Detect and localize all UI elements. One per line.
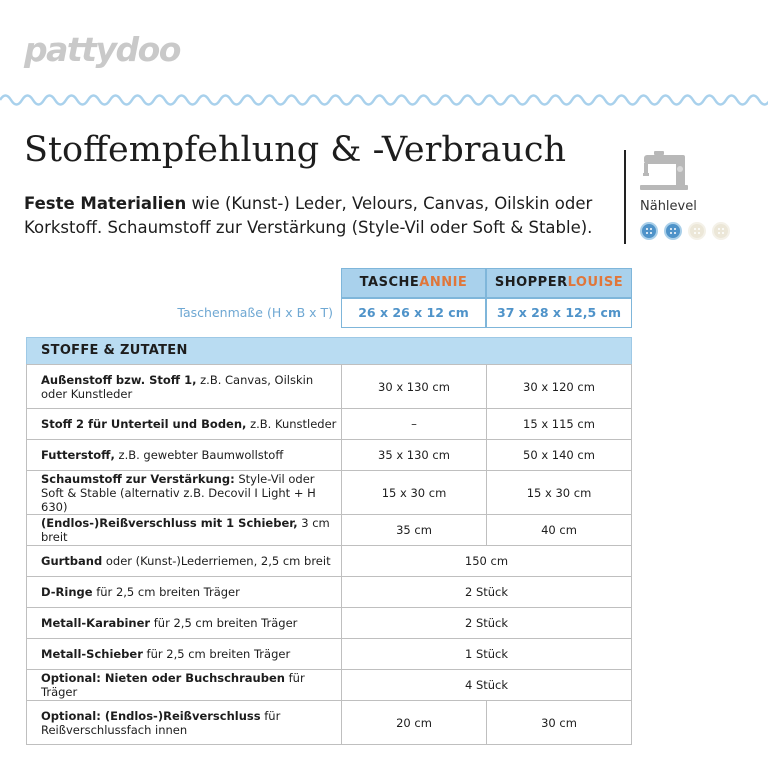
- table-cell-value: 30 x 130 cm: [341, 364, 487, 409]
- table-row-label: [26, 638, 342, 670]
- sewing-machine-icon: [638, 147, 690, 193]
- label-text: Reißverschlussfach innen: [41, 722, 188, 737]
- table-cell-value: 15 x 115 cm: [486, 408, 632, 440]
- label-text: für 2,5 cm breiten Träger: [150, 616, 298, 630]
- table-cell-value: 150 cm: [341, 545, 632, 577]
- label-text: 3 cm breit: [41, 516, 330, 544]
- label-bold: Stoff 2 für Unterteil und Boden,: [41, 417, 247, 431]
- header-model-name: LOUISE: [567, 275, 624, 290]
- label-text: für 2,5 cm breiten Träger: [142, 647, 291, 661]
- label-text: z.B. Kunstleder: [246, 417, 337, 431]
- row-label-text: [41, 616, 297, 630]
- table-cell-value: 30 x 120 cm: [486, 364, 632, 409]
- section-header: STOFFE & ZUTATEN: [26, 337, 632, 365]
- table-cell-value: 15 x 30 cm: [341, 470, 487, 515]
- table-row-label: [26, 514, 342, 546]
- table-cell-value: 2 Stück: [341, 607, 632, 639]
- row-label-text: [41, 373, 313, 401]
- header-model-name: ANNIE: [419, 275, 468, 290]
- table-row-label: [26, 470, 342, 515]
- level-label: Nählevel: [640, 199, 697, 214]
- row-label-text: [41, 671, 341, 699]
- level-button-icon: [688, 222, 706, 240]
- label-bold: Gurtband: [41, 554, 103, 568]
- label-bold: (Endlos-)Reißverschluss mit 1 Schieber,: [41, 516, 298, 530]
- row-label-text: [41, 417, 336, 431]
- intro-text: [24, 192, 614, 240]
- label-bold: Außenstoff bzw. Stoff 1,: [41, 372, 197, 387]
- label-text: z.B. gewebter Baumwollstoff: [114, 448, 284, 462]
- table-row-label: [26, 576, 342, 608]
- table-row-label: [26, 408, 342, 440]
- intro-rest: wie (Kunst-) Leder, Velours, Canvas, Oilskin oder Korkstoff. Schaumstoff zur Verstärkung (Style-Vil oder Soft & Stable).: [24, 194, 593, 237]
- table-cell-value: 30 cm: [486, 700, 632, 745]
- column-header-2: [486, 268, 632, 298]
- table-row-label: [26, 439, 342, 471]
- table-cell-value: 40 cm: [486, 514, 632, 546]
- label-bold: Futterstoff,: [41, 448, 115, 462]
- label-text: für 2,5 cm breiten Träger: [92, 585, 240, 599]
- label-text: Style-Vil oder: [234, 471, 315, 486]
- header-prefix: SHOPPER: [494, 275, 568, 290]
- table-cell-value: 15 x 30 cm: [486, 470, 632, 515]
- label-text: oder Kunstleder: [41, 386, 133, 401]
- table-cell-value: 1 Stück: [341, 638, 632, 670]
- level-divider: [624, 150, 626, 244]
- row-label-text: [41, 647, 290, 661]
- row-label-text: [41, 448, 283, 462]
- label-text: z.B. Canvas, Oilskin: [196, 372, 314, 387]
- header-prefix: TASCHE: [359, 275, 420, 290]
- label-bold: Schaumstoff zur Verstärkung:: [41, 471, 235, 486]
- level-indicator: [640, 222, 730, 240]
- wave-divider: [0, 88, 768, 112]
- label-bold: Optional: (Endlos-)Reißverschluss: [41, 708, 261, 723]
- row-label-text: [41, 709, 280, 737]
- table-cell-value: 4 Stück: [341, 669, 632, 701]
- level-button-icon: [640, 222, 658, 240]
- table-cell-value: –: [341, 408, 487, 440]
- table-cell-value: 2 Stück: [341, 576, 632, 608]
- table-row-label: [26, 607, 342, 639]
- row-label-text: [41, 516, 341, 544]
- page-title: Stoffempfehlung & -Verbrauch: [24, 130, 567, 170]
- row-label-text: [41, 472, 341, 514]
- row-label-text: [41, 554, 331, 568]
- label-text: Soft & Stable (alternativ z.B. Decovil I Light + H 630): [41, 485, 316, 514]
- label-bold: Metall-Schieber: [41, 647, 143, 661]
- label-bold: Optional: Nieten oder Buchschrauben: [41, 671, 285, 685]
- label-bold: Metall-Karabiner: [41, 616, 151, 630]
- table-cell-value: 35 cm: [341, 514, 487, 546]
- table-cell-value: 20 cm: [341, 700, 487, 745]
- label-text: für: [260, 708, 281, 723]
- table-cell-value: 50 x 140 cm: [486, 439, 632, 471]
- level-button-icon: [712, 222, 730, 240]
- intro-bold: Feste Materialien: [24, 194, 187, 213]
- table-row-label: [26, 700, 342, 745]
- dimensions-value: 26 x 26 x 12 cm: [341, 298, 486, 328]
- table-row-label: [26, 545, 342, 577]
- dimensions-value: 37 x 28 x 12,5 cm: [486, 298, 632, 328]
- column-header-1: [341, 268, 486, 298]
- label-text: oder (Kunst-)Lederriemen, 2,5 cm breit: [102, 554, 331, 568]
- table-cell-value: 35 x 130 cm: [341, 439, 487, 471]
- dimensions-label: Taschenmaße (H x B x T): [177, 305, 333, 320]
- pattydoo-logo: pattydoo: [24, 30, 180, 69]
- row-label-text: [41, 585, 240, 599]
- table-row-label: [26, 364, 342, 409]
- label-bold: D-Ringe: [41, 585, 93, 599]
- level-button-icon: [664, 222, 682, 240]
- label-text: für Träger: [41, 671, 305, 699]
- table-row-label: [26, 669, 342, 701]
